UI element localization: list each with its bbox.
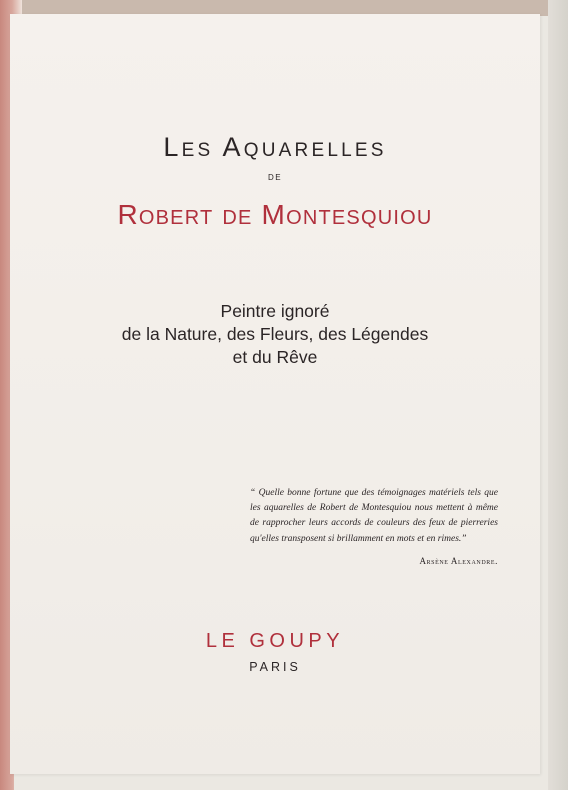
subtitle-line-3: et du Rêve: [232, 347, 318, 367]
epigraph-quote: “ Quelle bonne fortune que des témoignages matériels tels que les aquarelles de Robert de Montesquiou nous mettent à même de rapprocher leurs accords de couleurs des feux de pierreries qu'elles transposent si brillamment en mots et en rimes.”: [250, 488, 498, 544]
page-edge-shadow: [548, 0, 568, 790]
epigraph-attribution: Arsène Alexandre.: [419, 556, 498, 566]
book-title-line-2: Robert de Montesquiou: [117, 199, 433, 230]
book-title-line-1: Les Aquarelles: [163, 132, 387, 162]
title-page: [10, 14, 540, 774]
publisher-city: PARIS: [249, 660, 301, 674]
subtitle-line-2: de la Nature, des Fleurs, des Légendes: [121, 324, 429, 344]
subtitle: [10, 300, 540, 369]
subtitle-line-1: Peintre ignoré: [220, 301, 330, 321]
book-title-connector: de: [267, 171, 283, 183]
publisher-name: LE GOUPY: [205, 630, 345, 652]
